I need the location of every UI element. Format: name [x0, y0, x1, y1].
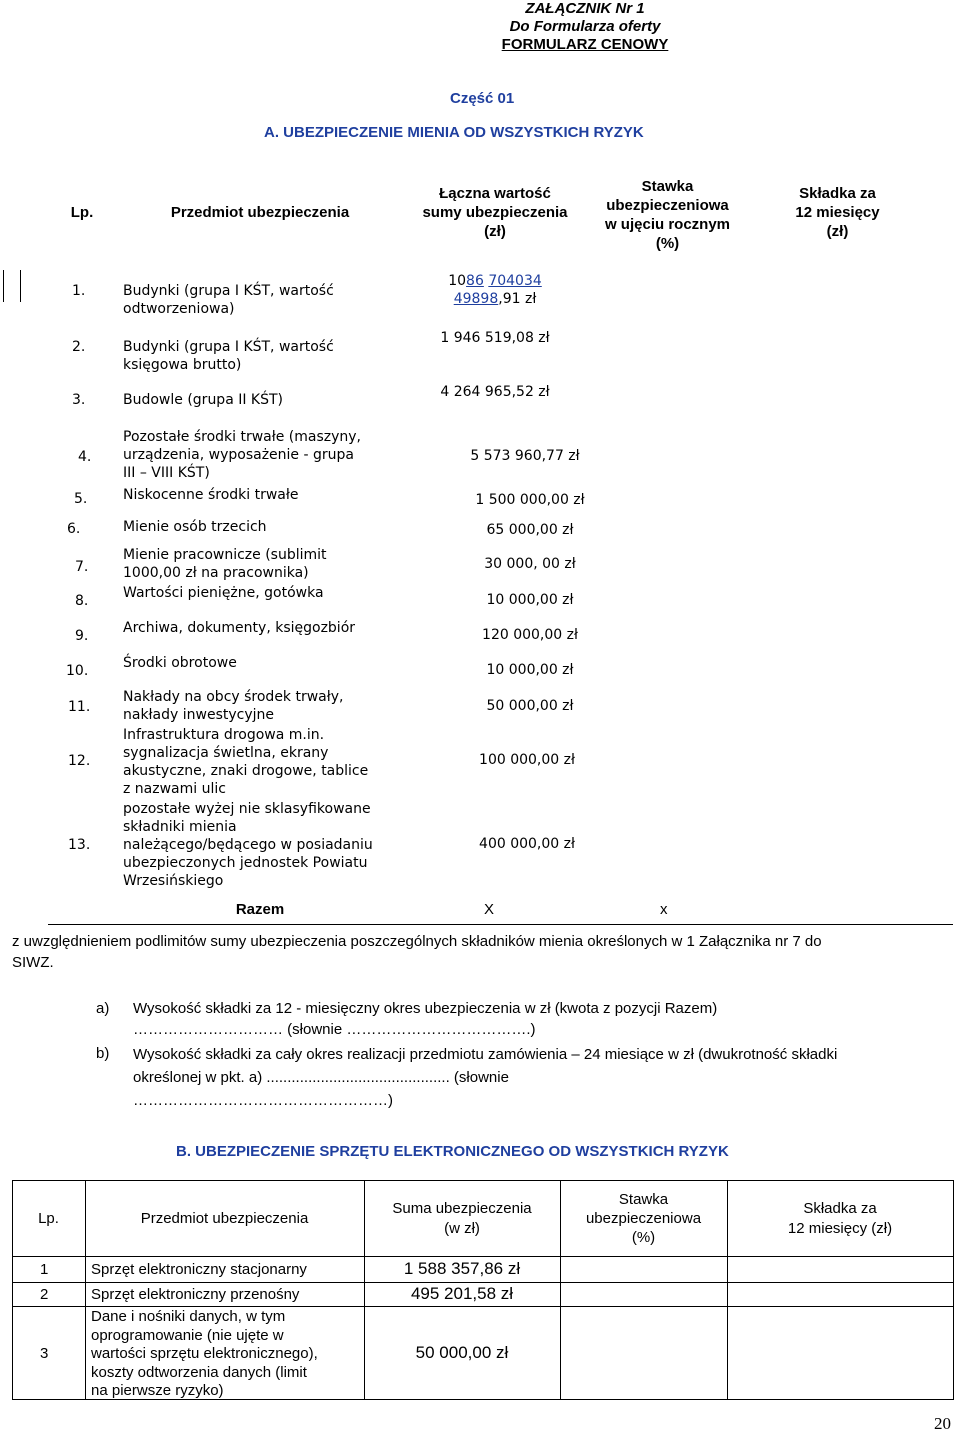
table-row-lp: 2. [72, 339, 86, 355]
item-a-line1: Wysokość składki za 12 - miesięczny okres ubezpieczenia w zł (kwota z pozycji Razem) [133, 1000, 718, 1017]
table-row-value [400, 272, 590, 308]
table-row-value: 50 000,00 zł [486, 698, 574, 714]
table-row-lp: 8. [75, 593, 89, 609]
subject-line: ubezpieczonych jednostek Powiatu [123, 855, 368, 871]
table-b-col-subject: Przedmiot ubezpieczenia [140, 1210, 309, 1227]
subject-line: składniki mienia [123, 819, 237, 835]
margin-mark [3, 270, 4, 302]
value-strike: 49898 [453, 291, 499, 307]
sublimit-note [12, 931, 957, 973]
table-row-lp: 2 [40, 1286, 49, 1303]
col-rate-line3: w ujęciu rocznym [604, 216, 731, 233]
table-row-subject [123, 546, 393, 582]
value-part: ,91 zł [498, 291, 537, 307]
subject-line: Wrzesińskiego [123, 873, 224, 889]
item-a-line2: ………………………… (słownie ……………………………….) [133, 1021, 536, 1038]
table-b-col-rate [560, 1190, 727, 1247]
table-row-value: 1 500 000,00 zł [475, 492, 585, 508]
table-b-col-premium [727, 1199, 953, 1239]
table-row-lp: 5. [74, 491, 88, 507]
table-b-col-sum [364, 1199, 560, 1239]
item-b-text [133, 1043, 958, 1112]
table-a-col-lp: Lp. [70, 204, 94, 221]
subject-line: należącego/będącego w posiadaniu [123, 837, 373, 853]
table-b-border [953, 1180, 954, 1400]
col-sum-line2: (w zł) [444, 1220, 480, 1237]
subject-line: oprogramowanie (nie ujęte w [91, 1326, 284, 1344]
item-b-line2: określonej w pkt. a) ............................................ (słownie [133, 1069, 509, 1086]
part-heading: Część 01 [450, 90, 515, 107]
table-row-value: 100 000,00 zł [479, 752, 575, 768]
table-row-subject: Środki obrotowe [123, 655, 237, 671]
value-underline: 704034 [488, 273, 542, 289]
table-row-subject [123, 282, 393, 318]
col-premium-line1: Składka za [799, 185, 876, 202]
table-row-value: 5 573 960,77 zł [470, 448, 580, 464]
table-row-lp: 3 [40, 1345, 49, 1362]
header-line3: FORMULARZ CENOWY [501, 36, 669, 53]
table-row-lp: 3. [72, 392, 86, 408]
subject-line: księgowa brutto) [123, 357, 242, 373]
table-a-col-sum [400, 184, 590, 241]
table-row-lp: 7. [75, 559, 89, 575]
total-rule [48, 924, 953, 925]
table-row-subject [123, 688, 393, 724]
col-rate-line4: (%) [655, 235, 680, 252]
table-row-subject [91, 1308, 361, 1401]
col-rate-line1: Stawka [641, 178, 694, 195]
table-row-value: 10 000,00 zł [486, 592, 574, 608]
table-row-lp: 12. [68, 753, 91, 769]
margin-mark [20, 270, 21, 302]
total-rate: x [660, 901, 668, 918]
table-a-col-premium [755, 184, 920, 241]
table-row-subject: Budowle (grupa II KŚT) [123, 392, 284, 408]
col-rate-line3: (%) [631, 1229, 656, 1246]
subject-line: z nazwami ulic [123, 781, 226, 797]
subject-line: Nakłady na obcy środek trwały, [123, 689, 344, 705]
table-row-subject [123, 338, 393, 374]
subject-line: Infrastruktura drogowa m.in. [123, 727, 325, 743]
total-label: Razem [235, 901, 285, 918]
table-row-subject [123, 726, 398, 798]
value-part: 10 [448, 273, 467, 289]
subject-line: na pierwsze ryzyko) [91, 1382, 224, 1399]
table-a-col-rate [590, 177, 745, 253]
table-row-subject: Wartości pieniężne, gotówka [123, 585, 324, 601]
subject-line: Budynki (grupa I KŚT, wartość [123, 283, 334, 299]
section-a-heading: A. UBEZPIECZENIE MIENIA OD WSZYSTKICH RYZYK [264, 124, 644, 141]
subject-line: nakłady inwestycyjne [123, 707, 274, 723]
subject-line: Budynki (grupa I KŚT, wartość [123, 339, 334, 355]
section-b-heading: B. UBEZPIECZENIE SPRZĘTU ELEKTRONICZNEGO OD WSZYSTKICH RYZYK [176, 1143, 729, 1160]
table-row-value: 30 000, 00 zł [484, 556, 576, 572]
table-row-value: 400 000,00 zł [479, 836, 575, 852]
table-row-value: 495 201,58 zł [410, 1284, 514, 1303]
subject-line: 1000,00 zł na pracownika) [123, 565, 309, 581]
subject-line: Mienie pracownicze (sublimit [123, 547, 327, 563]
col-sum-line2: sumy ubezpieczenia [422, 204, 568, 221]
total-sum: X [484, 901, 495, 918]
item-b-marker: b) [96, 1045, 110, 1062]
subject-line: pozostałe wyżej nie sklasyfikowane [123, 801, 371, 817]
subject-line: Pozostałe środki trwałe (maszyny, [123, 429, 361, 445]
item-b-line3: ……………………………………………) [133, 1092, 393, 1109]
table-row-value: 65 000,00 zł [486, 522, 574, 538]
table-row-subject: Niskocenne środki trwałe [123, 487, 299, 503]
col-premium-line2: 12 miesięcy (zł) [787, 1220, 893, 1237]
header-line2: Do Formularza oferty [509, 18, 661, 35]
item-a-text [133, 998, 953, 1040]
table-row-subject: Archiwa, dokumenty, księgozbiór [123, 620, 356, 636]
table-row-lp: 10. [66, 663, 89, 679]
item-a-marker: a) [96, 1000, 110, 1017]
table-row-value: 120 000,00 zł [482, 627, 578, 643]
subject-line: wartości sprzętu elektronicznego), [91, 1345, 318, 1362]
col-premium-line2: 12 miesięcy [795, 204, 880, 221]
sublimit-line2: SIWZ. [12, 954, 54, 971]
subject-line: koszty odtworzenia danych (limit [91, 1363, 307, 1381]
table-row-subject: Sprzęt elektroniczny stacjonarny [91, 1261, 307, 1278]
value-strike: 86 [466, 273, 484, 289]
subject-line: urządzenia, wyposażenie - grupa [123, 447, 354, 463]
table-row-subject: Sprzęt elektroniczny przenośny [91, 1286, 300, 1303]
table-row-subject [123, 428, 398, 482]
col-premium-line3: (zł) [826, 223, 849, 240]
table-row-lp: 9. [75, 628, 89, 644]
table-row-subject [123, 800, 398, 890]
col-sum-line3: (zł) [484, 223, 506, 240]
table-row-value: 10 000,00 zł [486, 662, 574, 678]
col-rate-line2: ubezpieczeniowa [606, 197, 729, 214]
table-a-col-subject: Przedmiot ubezpieczenia [170, 204, 350, 221]
table-row-value: 1 588 357,86 zł [403, 1259, 521, 1278]
table-row-lp: 13. [68, 837, 91, 853]
table-row-lp: 1 [40, 1261, 49, 1278]
table-row-lp: 6. [67, 521, 81, 537]
subject-line: sygnalizacja świetlna, ekrany [123, 745, 329, 761]
table-row-value: 50 000,00 zł [415, 1343, 509, 1362]
subject-line: III – VIII KŚT) [123, 465, 210, 481]
subject-line: Dane i nośniki danych, w tym [91, 1308, 286, 1325]
table-row-lp: 11. [68, 699, 91, 715]
header-line1: ZAŁĄCZNIK Nr 1 [525, 0, 645, 17]
table-row-value: 4 264 965,52 zł [440, 384, 550, 400]
table-row-subject: Mienie osób trzecich [123, 519, 267, 535]
table-b-border [12, 1180, 954, 1181]
subject-line: odtworzeniowa) [123, 301, 235, 317]
table-b-border [12, 1256, 954, 1257]
col-premium-line1: Składka za [803, 1200, 877, 1217]
table-row-value: 1 946 519,08 zł [440, 330, 550, 346]
table-b-col-lp: Lp. [38, 1210, 59, 1227]
table-row-lp: 4. [78, 449, 92, 465]
sublimit-line1: z uwzględnieniem podlimitów sumy ubezpieczenia poszczególnych składników mienia określonych w 1 Załącznika nr 7 do [12, 933, 822, 950]
table-row-lp: 1. [72, 283, 86, 299]
col-rate-line2: ubezpieczeniowa [585, 1210, 702, 1227]
col-rate-line1: Stawka [618, 1191, 669, 1208]
page-number: 20 [934, 1414, 951, 1433]
subject-line: akustyczne, znaki drogowe, tablice [123, 763, 369, 779]
item-b-line1: Wysokość składki za cały okres realizacji przedmiotu zamówienia – 24 miesiące w zł (dwukrotność składki [133, 1046, 838, 1063]
table-b-border [12, 1282, 954, 1283]
table-b-border [12, 1306, 954, 1307]
col-sum-line1: Suma ubezpieczenia [392, 1200, 532, 1217]
col-sum-line1: Łączna wartość [439, 185, 551, 202]
